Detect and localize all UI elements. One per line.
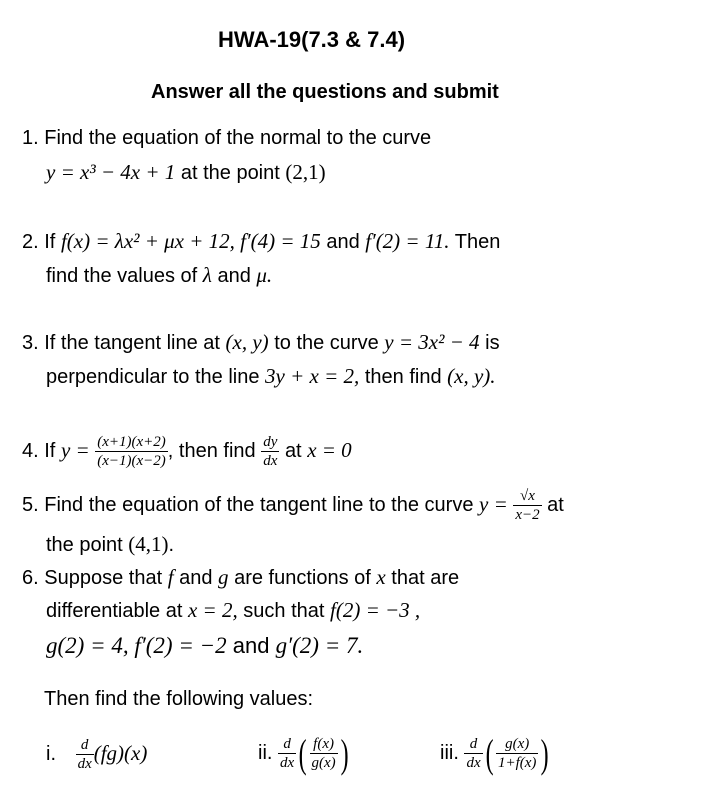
- derivative-operator: [76, 736, 94, 773]
- curve-equation: y = x³ − 4x + 1: [46, 160, 176, 184]
- question-text: Suppose that: [44, 567, 163, 589]
- fraction-numerator: √x: [513, 487, 541, 506]
- question-text: and: [232, 633, 270, 658]
- line-equation: 3y + x = 2,: [265, 364, 360, 388]
- question-2-line-2: [46, 263, 272, 288]
- derivative-operator: [278, 735, 296, 772]
- lambda-symbol: λ: [202, 263, 212, 287]
- fraction-denominator: dx: [280, 755, 295, 772]
- point: (x, y).: [447, 364, 496, 388]
- fraction-numerator: g(x): [496, 735, 538, 754]
- expression: (fg)(x): [93, 741, 148, 765]
- question-text: If the tangent line at: [44, 332, 220, 354]
- function-definition: f(x) = λx² + μx + 12, f′(4) = 15: [60, 229, 321, 253]
- part-i: [46, 728, 147, 779]
- part-ii: [258, 728, 351, 778]
- question-3-line-2: [46, 364, 496, 389]
- question-text: at the point: [180, 162, 280, 184]
- part-iii: [440, 728, 552, 778]
- rational-function: [95, 433, 168, 470]
- question-number: 4.: [22, 440, 39, 462]
- derivative-operator: [261, 433, 279, 470]
- page-subtitle: Answer all the questions and submit: [151, 81, 499, 103]
- f-value: f(2) = −3 ,: [330, 598, 421, 622]
- question-number: 1.: [22, 127, 39, 149]
- question-text: If: [44, 231, 56, 253]
- question-6-line-3: [46, 634, 363, 658]
- part-label: ii.: [258, 742, 273, 764]
- quotient: [310, 735, 338, 772]
- fraction-denominator: dx: [466, 755, 481, 772]
- question-number: 6.: [22, 567, 39, 589]
- derivative-condition: f′(2) = 11.: [365, 229, 450, 253]
- point: (2,1): [285, 160, 326, 184]
- derivative-operator: [464, 735, 482, 772]
- question-6-then: Then find the following values:: [44, 688, 314, 710]
- mu-symbol: μ.: [256, 263, 273, 287]
- right-paren: ): [541, 730, 550, 776]
- fraction-denominator: x−2: [515, 507, 540, 524]
- question-5-line-1: [22, 482, 564, 527]
- question-text: is: [485, 332, 500, 354]
- question-text: Then: [454, 231, 501, 253]
- question-3-line-1: [22, 330, 500, 355]
- given-values: g′(2) = 7.: [275, 633, 364, 658]
- fraction-numerator: (x+1)(x+2): [97, 434, 166, 451]
- question-4: [22, 428, 352, 473]
- question-text: , then find: [167, 440, 256, 462]
- fraction-numerator: d: [278, 735, 296, 754]
- part-label: iii.: [440, 742, 459, 764]
- question-text: perpendicular to the line: [46, 366, 260, 388]
- question-text: that are: [391, 567, 460, 589]
- question-text: Find the equation of the tangent line to the curve: [44, 494, 474, 516]
- curve-equation: y = 3x² − 4: [384, 330, 480, 354]
- fraction-denominator: dx: [263, 453, 278, 470]
- question-2-line-1: [22, 229, 500, 254]
- y-equals: y =: [60, 438, 90, 462]
- question-number: 3.: [22, 332, 39, 354]
- part-label: i.: [46, 743, 56, 765]
- question-1-line-2: [46, 160, 326, 185]
- fraction-denominator: 1+f(x): [497, 755, 537, 772]
- question-text: then find: [364, 366, 442, 388]
- question-text: If: [44, 440, 56, 462]
- fraction-numerator: d: [464, 735, 482, 754]
- question-1-line-1: [22, 126, 431, 150]
- question-text: and: [179, 567, 213, 589]
- question-5-line-2: [46, 532, 174, 557]
- question-text: the point: [46, 534, 123, 556]
- fraction-denominator: g(x): [311, 755, 336, 772]
- question-text: at: [547, 494, 564, 516]
- question-number: 2.: [22, 231, 39, 253]
- quotient: [496, 735, 538, 772]
- page-title: HWA-19(7.3 & 7.4): [218, 27, 406, 52]
- left-paren: (: [298, 730, 307, 776]
- question-text: and: [326, 231, 360, 253]
- question-text: at: [284, 440, 302, 462]
- x-symbol: x: [376, 565, 386, 589]
- period: .: [168, 534, 175, 556]
- question-6-line-2: [46, 598, 420, 623]
- f-symbol: f: [167, 565, 174, 589]
- given-values: g(2) = 4, f′(2) = −2: [46, 633, 227, 658]
- point: (x, y): [225, 330, 269, 354]
- y-equals: y =: [479, 492, 508, 516]
- question-text: such that: [243, 600, 325, 622]
- question-text: find the values of: [46, 265, 198, 287]
- fraction-numerator: d: [76, 736, 94, 755]
- question-text: and: [217, 265, 251, 287]
- fraction-denominator: (x−1)(x−2): [97, 453, 166, 470]
- evaluation-point: x = 0: [307, 438, 352, 462]
- question-6-line-1: [22, 565, 459, 590]
- fraction-numerator: f(x): [310, 735, 338, 754]
- fraction-denominator: dx: [77, 756, 92, 773]
- question-text: Find the equation of the normal to the curve: [44, 127, 432, 149]
- question-text: to the curve: [274, 332, 379, 354]
- g-symbol: g: [218, 565, 229, 589]
- left-paren: (: [485, 730, 494, 776]
- point: (4,1): [128, 532, 169, 556]
- question-text: differentiable at: [46, 600, 183, 622]
- question-text: are functions of: [234, 567, 371, 589]
- question-number: 5.: [22, 494, 39, 516]
- right-paren: ): [340, 730, 349, 776]
- rational-function: [513, 487, 541, 524]
- x-value: x = 2,: [187, 598, 238, 622]
- fraction-numerator: dy: [263, 434, 278, 451]
